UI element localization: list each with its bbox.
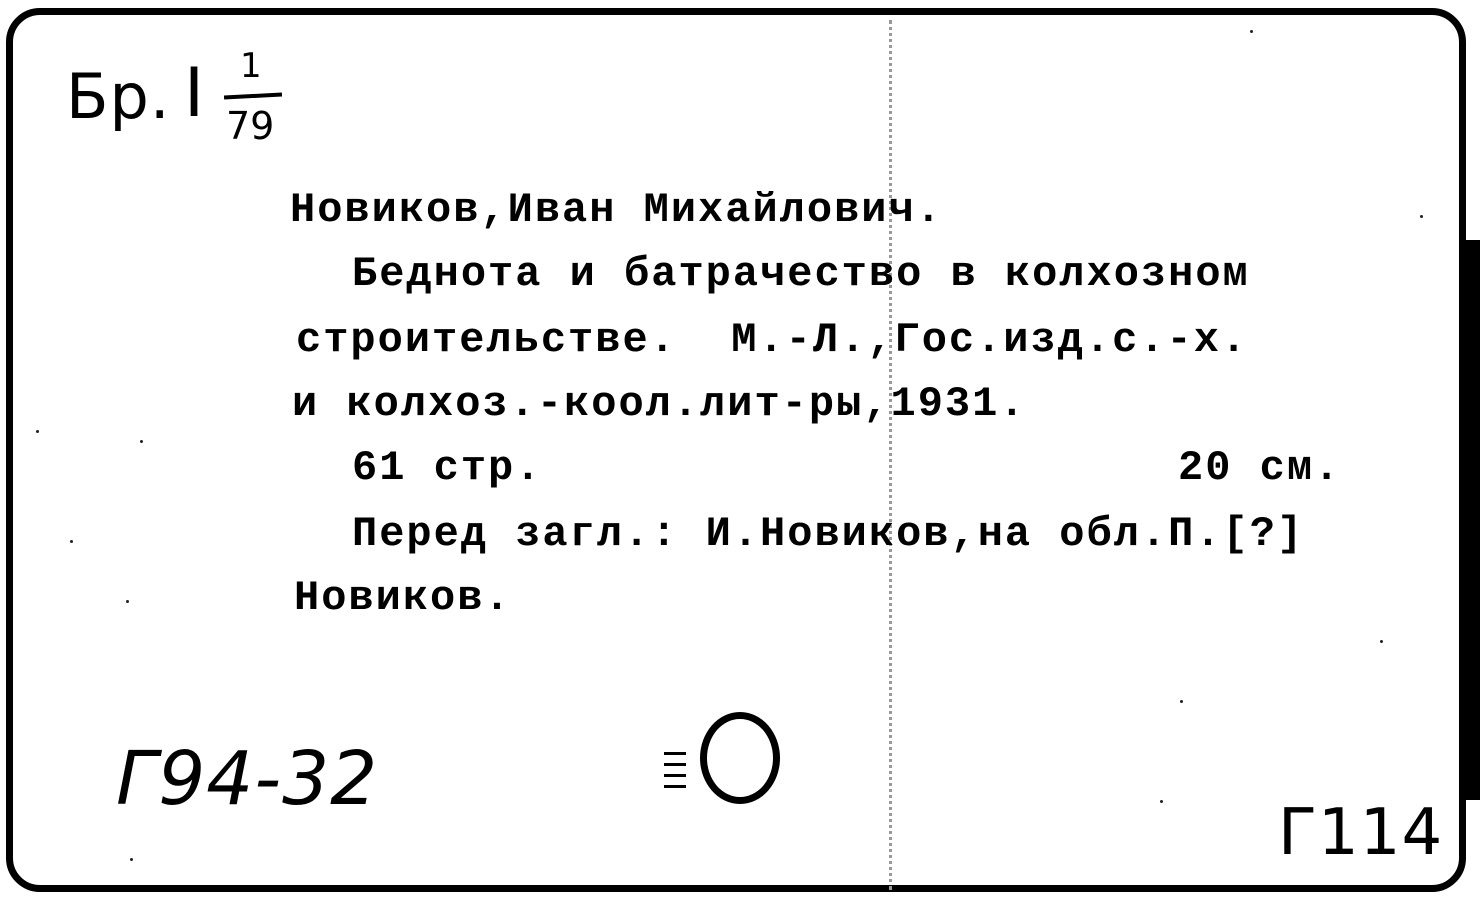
shelfmark-bar: I — [184, 54, 206, 133]
pagination: 61 стр. — [352, 444, 543, 492]
card-fold-line — [889, 20, 892, 890]
shelfmark-denominator: 79 — [226, 104, 275, 148]
speck — [140, 440, 143, 443]
title-line-1: Беднота и батрачество в колхозном — [352, 250, 1250, 298]
note-line-2: Новиков. — [294, 574, 512, 622]
circle-mark-icon — [700, 712, 780, 804]
speck — [1250, 30, 1253, 33]
speck — [1380, 640, 1383, 643]
note-line-1: Перед загл.: И.Новиков,на обл.П.[?] — [352, 510, 1305, 558]
bottom-right-code: Г114 — [1278, 796, 1444, 870]
speck — [126, 600, 129, 603]
bottom-left-code: Г94-32 — [116, 736, 379, 822]
speck — [1180, 700, 1183, 703]
speck — [130, 858, 133, 861]
title-line-2: строительстве. М.-Л.,Гос.изд.с.-х. — [296, 316, 1249, 364]
card-edge-right — [1466, 240, 1480, 800]
shelfmark-numerator: 1 — [240, 46, 262, 86]
speck — [70, 540, 73, 543]
author-line: Новиков,Иван Михайлович. — [290, 186, 943, 234]
stamp-ticks — [664, 744, 694, 800]
dimensions: 20 см. — [1178, 444, 1342, 492]
speck — [1420, 215, 1423, 218]
speck — [36, 430, 39, 433]
speck — [1160, 800, 1163, 803]
shelfmark-prefix: Бр. — [66, 60, 171, 133]
imprint-line: и колхоз.-коол.лит-ры,1931. — [292, 380, 1027, 428]
